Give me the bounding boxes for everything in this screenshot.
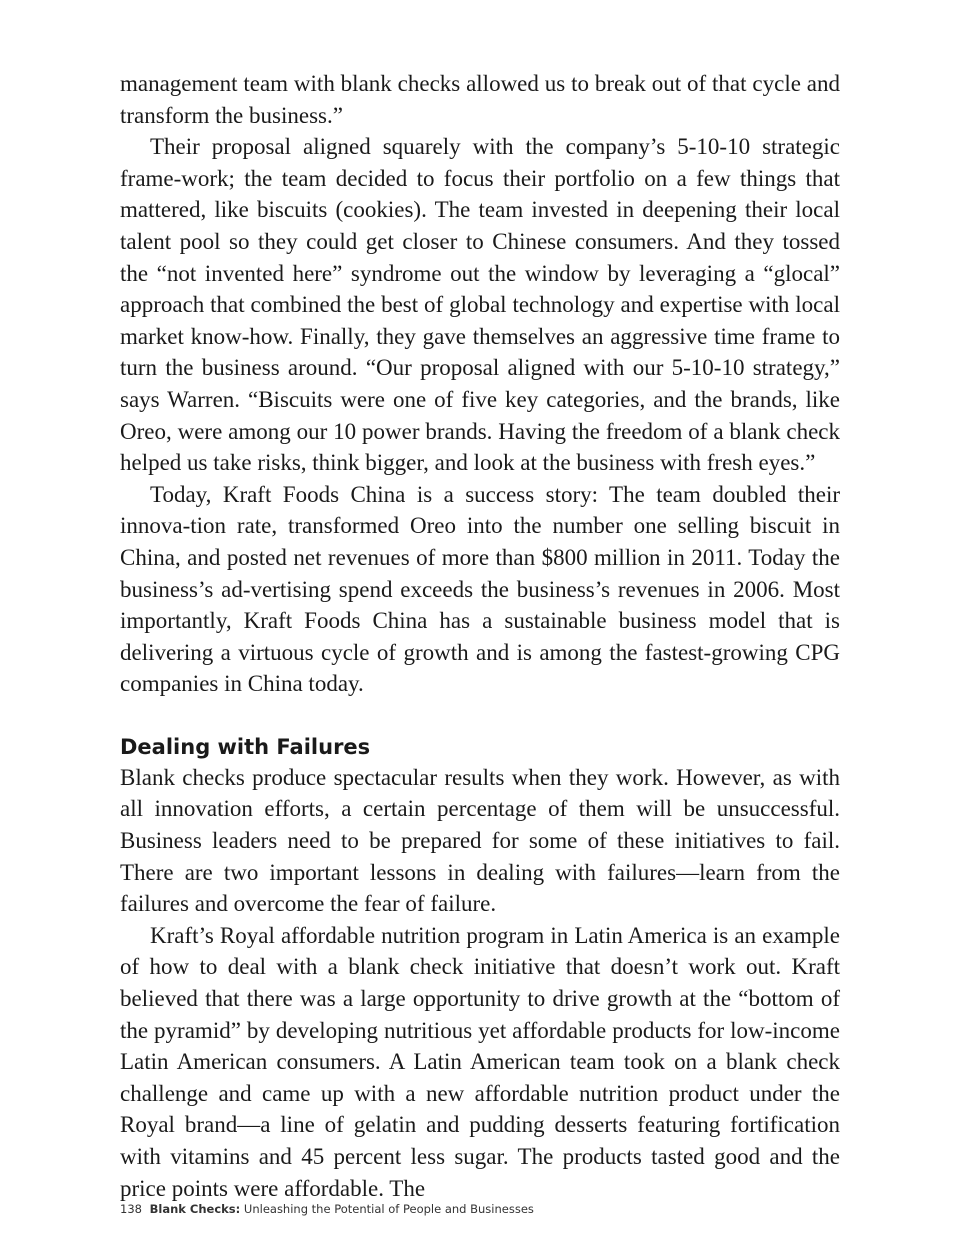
page-number: 138 <box>120 1202 142 1216</box>
body-paragraph-continued: management team with blank checks allowed us to break out of that cycle and transform the business.” <box>120 71 840 128</box>
body-paragraph-success: Today, Kraft Foods China is a success story: The team doubled their innova-tion rate, transformed Oreo into the number one selling biscuit in China, and posted net revenues of more than $800 million in 2011. Today the business’s ad-vertising spend exceeds the business’s revenues in 2006. Most importantly, Kraft Foods China has a sustainable business model that is delivering a virtuous cycle of growth and is among the fastest-growing CPG companies in China today. <box>120 481 840 697</box>
book-subtitle: Unleashing the Potential of People and Businesses <box>243 1202 534 1216</box>
book-title: Blank Checks: <box>149 1202 241 1216</box>
section-heading: Dealing with Failures <box>120 734 371 759</box>
section-paragraph-intro: Blank checks produce spectacular results when they work. However, as with all innovation efforts, a certain percentage of them will be unsuccessful. Business leaders need to be prepared for some of these initiatives to fail. There are two important lessons in dealing with failures—learn from the failures and overcome the fear of failure. <box>120 764 840 917</box>
page-content <box>120 68 840 1204</box>
body-paragraph-strategy: Their proposal aligned squarely with the company’s 5-10-10 strategic frame-work; the team decided to focus their portfolio on a few things that mattered, like biscuits (cookies). The team invested in deepening their local talent pool so they could get closer to Chinese consumers. And they tossed the “not invented here” syndrome out the window by leveraging a “glocal” approach that combined the best of global technology and expertise with local market know-how. Finally, they gave themselves an aggressive time frame to turn the business around. “Our proposal aligned with our 5-10-10 strategy,” says Warren. “Biscuits were one of five key categories, and the brands, like Oreo, were among our 10 power brands. Having the freedom of a blank check helped us take risks, think bigger, and look at the business with fresh eyes.” <box>120 134 840 476</box>
page-footer <box>120 1201 534 1217</box>
section-paragraph-royal: Kraft’s Royal affordable nutrition program in Latin America is an example of how to deal with a blank check initiative that doesn’t work out. Kraft believed that there was a large opportunity to drive growth at the “bottom of the pyramid” by developing nutritious yet affordable products for low-income Latin American consumers. A Latin American team took on a blank check challenge and came up with a new affordable nutrition product under the Royal brand—a line of gelatin and pudding desserts featuring fortification with vitamins and 45 percent less sugar. The products tasted good and the price points were affordable. The <box>120 922 840 1201</box>
